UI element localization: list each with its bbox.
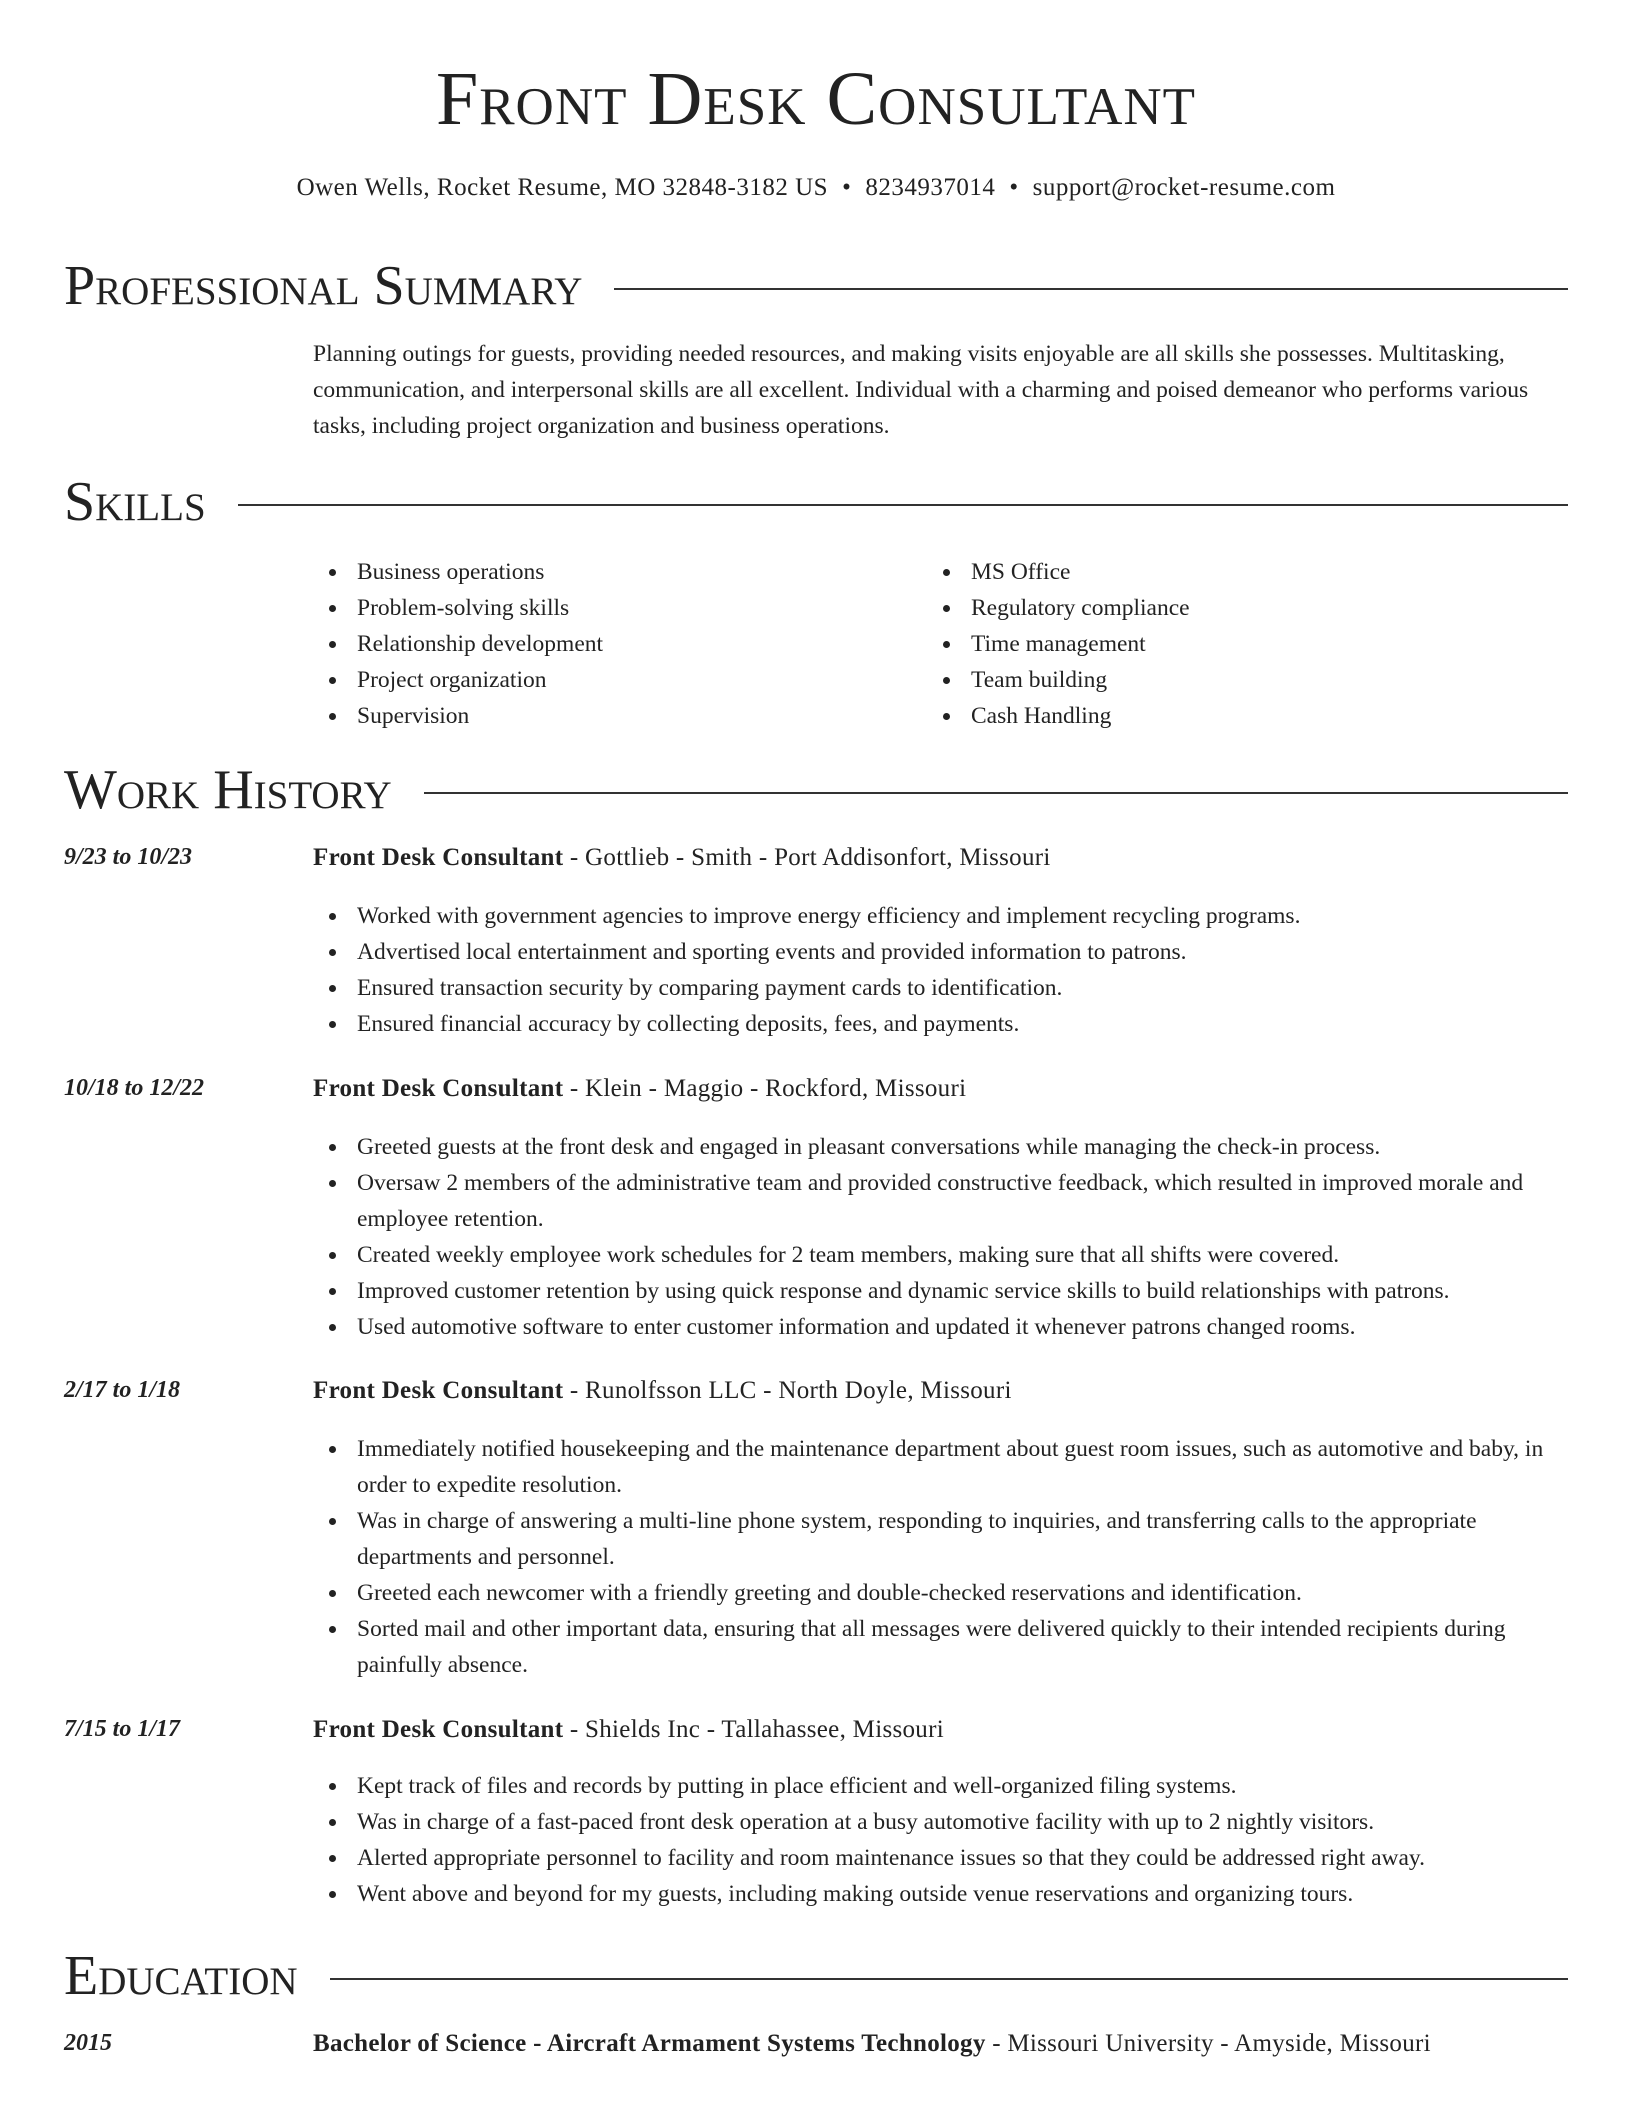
job-bullet: Alerted appropriate personnel to facility and room maintenance issues so that they could be addressed right away.	[313, 1840, 1568, 1876]
education-heading	[313, 2030, 1568, 2058]
job-heading	[313, 844, 1568, 872]
job-bullet: Oversaw 2 members of the administrative team and provided constructive feedback, which resulted in improved morale and employee retention.	[313, 1165, 1568, 1237]
education-degree: Bachelor of Science - Aircraft Armament Systems Technology	[313, 2030, 986, 2057]
section-divider	[424, 792, 1568, 794]
job-employer: - Shields Inc - Tallahassee, Missouri	[563, 1716, 944, 1743]
education-school: - Missouri University - Amyside, Missouri	[985, 2030, 1431, 2057]
job-bullet: Went above and beyond for my guests, including making outside venue reservations and organizing tours.	[313, 1876, 1568, 1912]
job-title: Front Desk Consultant	[313, 1075, 564, 1102]
job-bullet: Ensured transaction security by comparing payment cards to identification.	[313, 970, 1568, 1006]
job-bullet: Kept track of files and records by putting in place efficient and well-organized filing systems.	[313, 1768, 1568, 1804]
skill-item: Business operations	[313, 554, 927, 590]
skill-item: Team building	[927, 662, 1190, 698]
job-bullet: Created weekly employee work schedules for 2 team members, making sure that all shifts were covered.	[313, 1237, 1568, 1273]
job-title: Front Desk Consultant	[313, 844, 564, 871]
skill-item: Regulatory compliance	[927, 590, 1190, 626]
section-divider	[238, 504, 1568, 506]
skill-item: Time management	[927, 626, 1190, 662]
work-history-section-header	[64, 759, 1568, 821]
contact-address: Owen Wells, Rocket Resume, MO 32848-3182 US	[296, 174, 829, 201]
skill-item: Project organization	[313, 662, 927, 698]
contact-email: support@rocket-resume.com	[1032, 174, 1336, 201]
section-divider	[614, 288, 1568, 290]
job-employer: - Klein - Maggio - Rockford, Missouri	[563, 1075, 967, 1102]
job-bullets	[313, 1768, 1568, 1912]
job-date: 9/23 to 10/23	[64, 844, 193, 870]
job-title: Front Desk Consultant	[313, 1716, 564, 1743]
job-employer: - Runolfsson LLC - North Doyle, Missouri	[563, 1377, 1012, 1404]
job-bullet: Immediately notified housekeeping and the maintenance department about guest room issues, such as automotive and baby, in order to expedite resolution.	[313, 1431, 1568, 1503]
education-section-header	[64, 1945, 1568, 2007]
skills-column-2	[927, 554, 1190, 734]
job-title: Front Desk Consultant	[313, 1377, 564, 1404]
job-heading	[313, 1377, 1568, 1405]
job-heading	[313, 1075, 1568, 1103]
job-date: 2/17 to 1/18	[64, 1377, 181, 1403]
job-bullet: Greeted guests at the front desk and engaged in pleasant conversations while managing the check-in process.	[313, 1129, 1568, 1165]
job-bullet: Was in charge of answering a multi-line phone system, responding to inquiries, and transferring calls to the appropriate departments and personnel.	[313, 1503, 1568, 1575]
skills-column-1	[313, 554, 927, 734]
skills-section-header	[64, 471, 1568, 533]
job-bullet: Worked with government agencies to improve energy efficiency and implement recycling programs.	[313, 898, 1568, 934]
section-divider	[330, 1978, 1568, 1980]
work-history-section-title: Work History	[64, 759, 392, 821]
skills-section-title: Skills	[64, 471, 206, 533]
job-bullets	[313, 1129, 1568, 1345]
skills-list	[313, 554, 1563, 734]
summary-section-header	[64, 255, 1568, 317]
skill-item: Supervision	[313, 698, 927, 734]
contact-phone: 8234937014	[865, 174, 996, 201]
job-bullet: Was in charge of a fast-paced front desk operation at a busy automotive facility with up to 2 nightly visitors.	[313, 1804, 1568, 1840]
resume-name-title: Front Desk Consultant	[435, 57, 1197, 141]
education-date: 2015	[64, 2030, 112, 2056]
job-bullet: Advertised local entertainment and sporting events and provided information to patrons.	[313, 934, 1568, 970]
job-bullet: Improved customer retention by using quick response and dynamic service skills to build relationships with patrons.	[313, 1273, 1568, 1309]
contact-line	[0, 174, 1632, 202]
job-bullet: Used automotive software to enter customer information and updated it whenever patrons changed rooms.	[313, 1309, 1568, 1345]
job-bullet: Greeted each newcomer with a friendly greeting and double-checked reservations and identification.	[313, 1575, 1568, 1611]
job-date: 10/18 to 12/22	[64, 1075, 205, 1101]
contact-separator: •	[842, 174, 852, 201]
job-employer: - Gottlieb - Smith - Port Addisonfort, Missouri	[563, 844, 1051, 871]
job-bullets	[313, 1431, 1568, 1683]
job-bullet: Ensured financial accuracy by collecting deposits, fees, and payments.	[313, 1006, 1568, 1042]
job-heading	[313, 1716, 1568, 1744]
job-date: 7/15 to 1/17	[64, 1716, 181, 1742]
skill-item: Problem-solving skills	[313, 590, 927, 626]
skill-item: MS Office	[927, 554, 1190, 590]
education-section-title: Education	[64, 1945, 298, 2007]
job-bullet: Sorted mail and other important data, ensuring that all messages were delivered quickly to their intended recipients during painfully absence.	[313, 1611, 1568, 1683]
summary-section-title: Professional Summary	[64, 255, 583, 317]
job-bullets	[313, 898, 1568, 1042]
skill-item: Relationship development	[313, 626, 927, 662]
skill-item: Cash Handling	[927, 698, 1190, 734]
summary-text: Planning outings for guests, providing needed resources, and making visits enjoyable are all skills she possesses. Multitasking, communication, and interpersonal skills are all excellent. Individual with a charming and poised demeanor who performs various tasks, including project organization and business operations.	[313, 341, 1529, 439]
contact-separator: •	[1009, 174, 1019, 201]
